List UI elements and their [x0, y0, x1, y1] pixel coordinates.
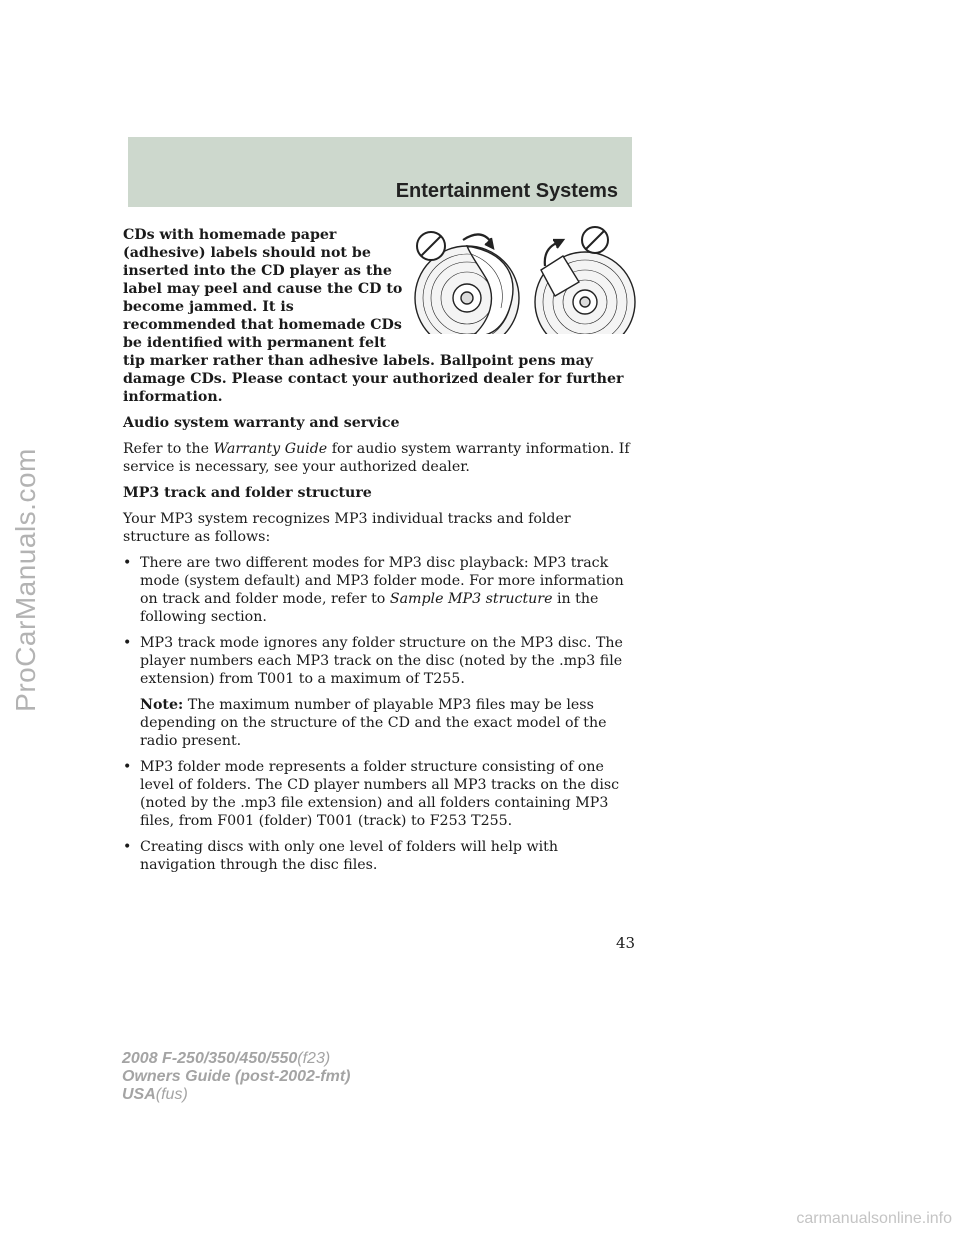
cd-label-warning — [123, 226, 633, 406]
peeling-label-cd-illustration — [415, 232, 519, 334]
mp3-bullet-list-continued — [123, 758, 633, 874]
header-band — [128, 137, 632, 207]
note-label: Note: — [140, 697, 184, 713]
footer-region-line: USA(fus) — [122, 1086, 188, 1103]
cd-label-illustration — [413, 226, 645, 334]
mp3-intro-paragraph: Your MP3 system recognizes MP3 individual tracks and folder structure as follows: — [123, 511, 571, 545]
cd-label-warning-text: CDs with homemade paper (adhesive) labels should not be inserted into the CD player as the label may peel and cause the CD to become jammed. It is recommended that homemade CDs be identified with permanent felt tip marker rather than adhesive labels. Ballpoint pens may damage CDs. Please contact your authorized dealer for further information. — [123, 227, 624, 405]
mp3-structure-heading: MP3 track and folder structure — [123, 485, 372, 501]
list-item: • There are two different modes for MP3 disc playback: MP3 track mode (system default) and MP3 folder mode. For more information on track and folder mode, refer to Sample MP3 structure in the following section. — [123, 555, 624, 625]
mp3-note: Note: The maximum number of playable MP3 files may be less depending on the structure of the CD and the exact model of the radio present. — [140, 697, 607, 749]
warranty-heading: Audio system warranty and service — [123, 415, 400, 431]
page-number: 43 — [616, 934, 636, 952]
footer-model-line: 2008 F-250/350/450/550(f23) — [122, 1050, 331, 1067]
side-watermark: ProCarManuals.com — [10, 448, 41, 712]
warranty-paragraph: Refer to the Warranty Guide for audio system warranty information. If service is necessary, see your authorized dealer. — [123, 441, 630, 475]
footer-guide-line: Owners Guide (post-2002-fmt) — [122, 1068, 351, 1085]
list-item: • MP3 track mode ignores any folder structure on the MP3 disc. The player numbers each MP3 track on the disc (noted by the .mp3 file extension) from T001 to a maximum of T255. — [123, 635, 623, 687]
sample-mp3-structure-reference: Sample MP3 structure — [389, 591, 553, 607]
list-item: • MP3 folder mode represents a folder structure consisting of one level of folders. The CD player numbers all MP3 tracks on the disc (noted by the .mp3 file extension) and all folders containing MP3 files, from F001 (folder) T001 (track) to F253 T255. — [123, 759, 620, 829]
corner-watermark: carmanualsonline.info — [796, 1210, 952, 1227]
document-footer — [122, 1050, 350, 1104]
warranty-guide-reference: Warranty Guide — [213, 441, 328, 457]
mp3-bullet-list — [123, 554, 633, 688]
section-title: Entertainment Systems — [395, 180, 618, 202]
adhesive-label-cd-illustration — [535, 227, 635, 334]
list-item: • Creating discs with only one level of folders will help with navigation through the disc files. — [123, 839, 558, 873]
page-content — [123, 226, 633, 882]
